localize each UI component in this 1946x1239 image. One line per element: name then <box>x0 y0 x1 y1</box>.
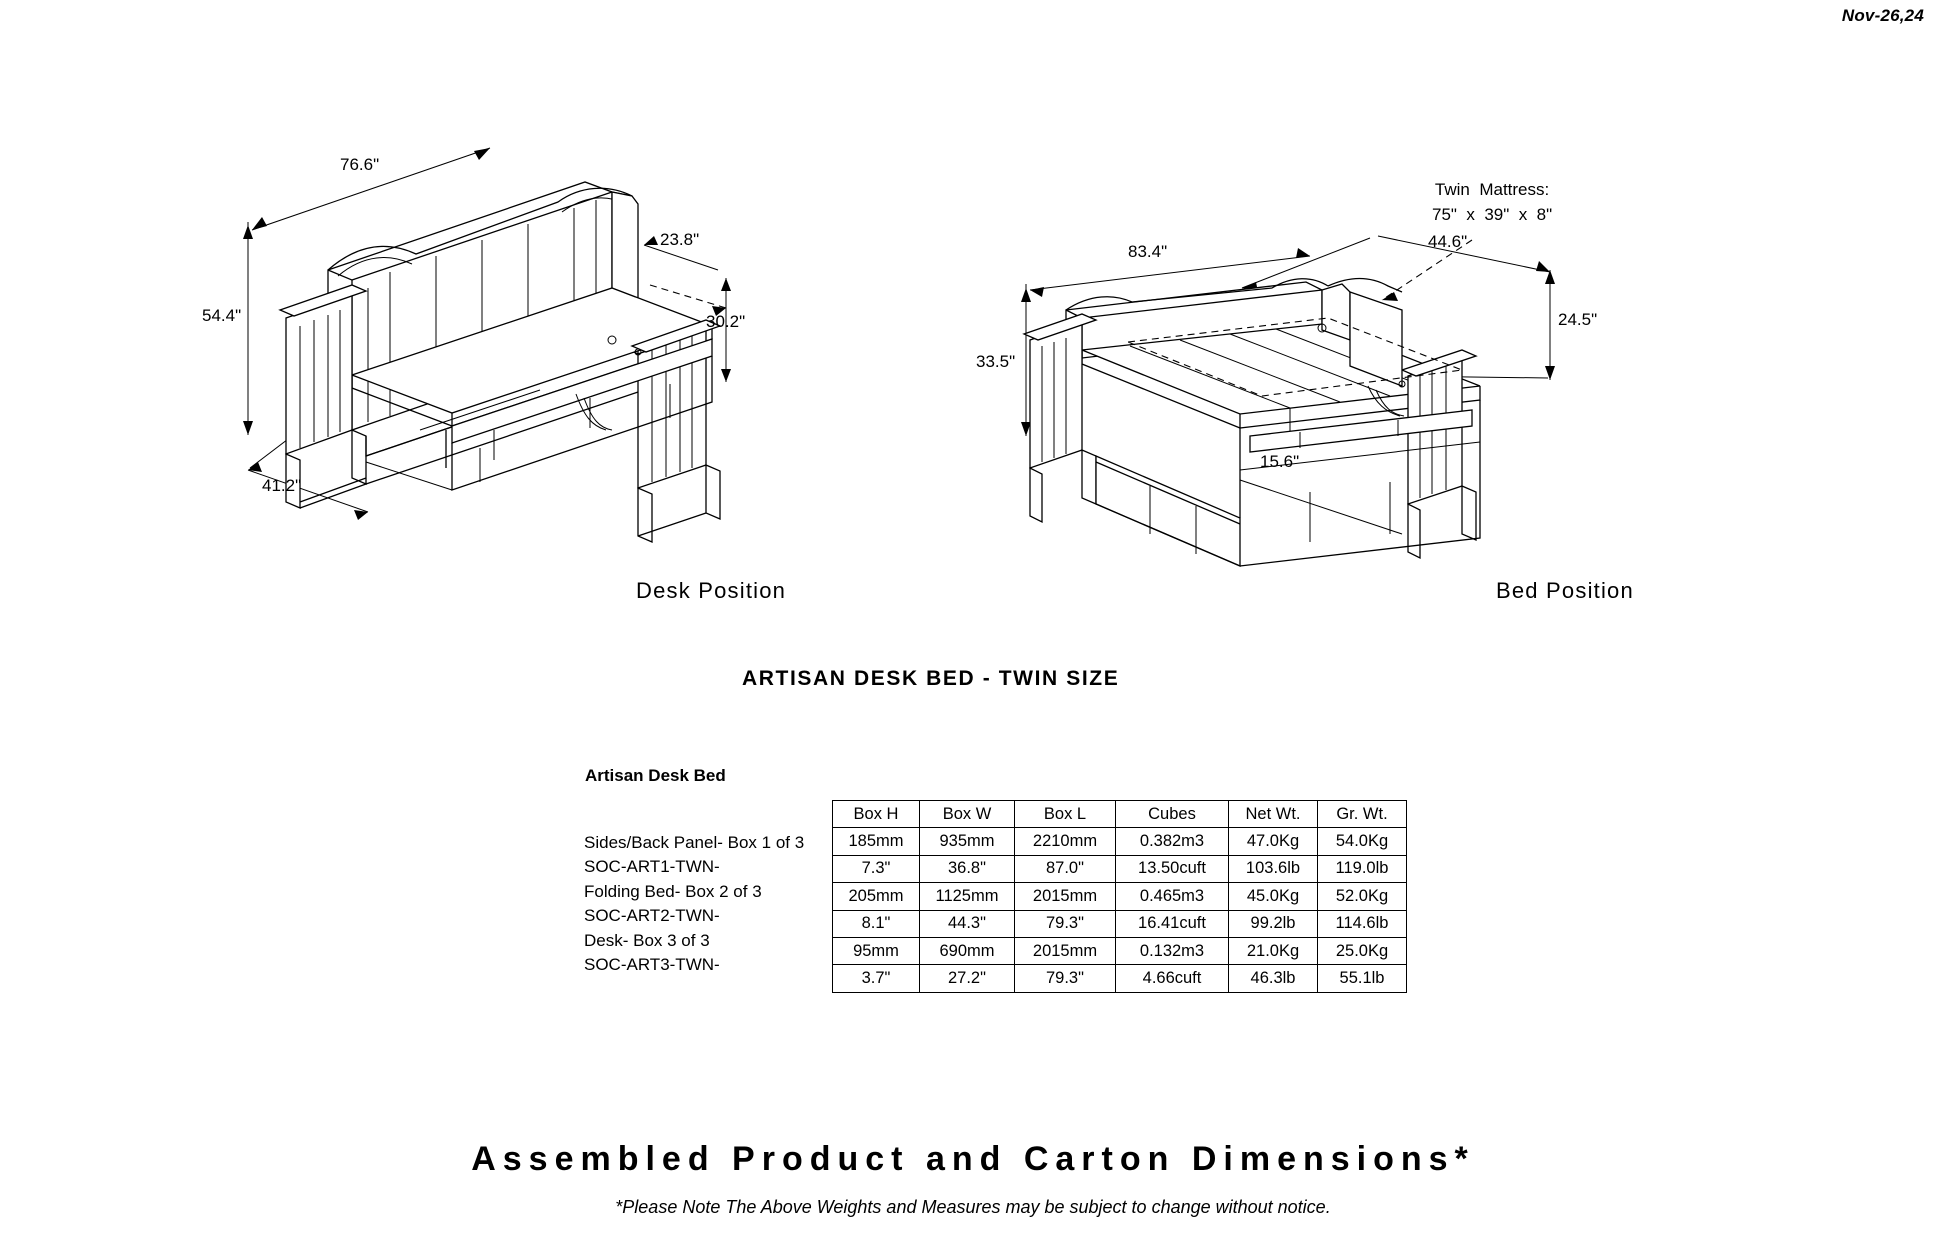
bed-dim-height-right: 24.5" <box>1558 310 1598 329</box>
cell: 2015mm <box>1015 937 1116 964</box>
cell: 103.6lb <box>1229 855 1318 882</box>
cell: 4.66cuft <box>1116 965 1229 992</box>
cell: 79.3" <box>1015 965 1116 992</box>
cell: 45.0Kg <box>1229 883 1318 910</box>
table-header-row <box>833 801 1407 828</box>
table-row <box>833 937 1407 964</box>
desk-dim-depth-bottom: 41.2" <box>262 476 302 495</box>
table-row <box>833 883 1407 910</box>
cell: 44.3" <box>920 910 1015 937</box>
desk-position-svg <box>240 130 960 640</box>
cell: 185mm <box>833 828 920 855</box>
desk-dim-height-left: 54.4" <box>202 306 242 325</box>
row-label: SOC-ART2-TWN- <box>584 906 720 926</box>
cell: 0.132m3 <box>1116 937 1229 964</box>
cell: 27.2" <box>920 965 1015 992</box>
cell: 87.0" <box>1015 855 1116 882</box>
cell: 205mm <box>833 883 920 910</box>
date-stamp: Nov-26,24 <box>1841 6 1924 25</box>
cell: 46.3lb <box>1229 965 1318 992</box>
cell: 0.465m3 <box>1116 883 1229 910</box>
bed-position-svg <box>1010 200 1730 620</box>
column-header: Box W <box>920 801 1015 828</box>
table-row <box>833 828 1407 855</box>
cell: 95mm <box>833 937 920 964</box>
cell: 690mm <box>920 937 1015 964</box>
bed-body <box>1024 279 1480 567</box>
bed-position-drawing <box>976 200 1730 620</box>
mattress-note-line2: 75" x 39" x 8" <box>1432 204 1553 224</box>
cell: 7.3" <box>833 855 920 882</box>
footer-title: Assembled Product and Carton Dimensions* <box>471 1140 1475 1178</box>
row-label: Desk- Box 3 of 3 <box>584 930 710 950</box>
cell: 3.7" <box>833 965 920 992</box>
twin-mattress-note <box>1432 178 1552 227</box>
table-row <box>833 965 1407 992</box>
desk-dim-height-right: 30.2" <box>706 312 746 331</box>
cell: 8.1" <box>833 910 920 937</box>
bed-position-caption: Bed Position <box>1496 578 1634 603</box>
footer-disclaimer: *Please Note The Above Weights and Measures may be subject to change without notice. <box>615 1197 1331 1217</box>
cell: 52.0Kg <box>1318 883 1407 910</box>
row-label: Folding Bed- Box 2 of 3 <box>584 881 762 901</box>
cell: 79.3" <box>1015 910 1116 937</box>
mattress-note-line1: Twin Mattress: <box>1434 180 1550 199</box>
bed-dim-height-left: 33.5" <box>976 352 1016 371</box>
cell: 16.41cuft <box>1116 910 1229 937</box>
desk-dim-width-top: 76.6" <box>340 155 380 174</box>
row-label: SOC-ART3-TWN- <box>584 954 720 974</box>
cell: 54.0Kg <box>1318 828 1407 855</box>
column-header: Gr. Wt. <box>1318 801 1407 828</box>
column-header: Box L <box>1015 801 1116 828</box>
cell: 119.0lb <box>1318 855 1407 882</box>
cell: 2210mm <box>1015 828 1116 855</box>
cell: 0.382m3 <box>1116 828 1229 855</box>
cell: 55.1lb <box>1318 965 1407 992</box>
cell: 935mm <box>920 828 1015 855</box>
cell: 36.8" <box>920 855 1015 882</box>
dim-height-left <box>243 225 253 435</box>
desk-position-caption: Desk Position <box>636 578 787 603</box>
table-heading: Artisan Desk Bed <box>585 766 726 785</box>
row-label: Sides/Back Panel- Box 1 of 3 <box>584 833 805 852</box>
bed-dim-width-right: 44.6" <box>1428 232 1468 251</box>
cell: 1125mm <box>920 883 1015 910</box>
column-header: Net Wt. <box>1229 801 1318 828</box>
cell: 21.0Kg <box>1229 937 1318 964</box>
column-header: Cubes <box>1116 801 1229 828</box>
table-row <box>833 910 1407 937</box>
cell: 13.50cuft <box>1116 855 1229 882</box>
bed-dim-clearance: 15.6" <box>1260 452 1300 471</box>
carton-dimensions-block <box>584 766 1407 993</box>
cell: 2015mm <box>1015 883 1116 910</box>
cell: 25.0Kg <box>1318 937 1407 964</box>
bed-dim-length-top: 83.4" <box>1128 242 1168 261</box>
page-title: ARTISAN DESK BED - TWIN SIZE <box>742 667 1120 690</box>
row-label: SOC-ART1-TWN- <box>584 857 720 877</box>
cell: 99.2lb <box>1229 910 1318 937</box>
table-row <box>833 855 1407 882</box>
cell: 114.6lb <box>1318 910 1407 937</box>
desk-position-drawing <box>202 130 960 640</box>
column-header: Box H <box>833 801 920 828</box>
carton-dimensions-table <box>832 800 1407 993</box>
desk-dim-depth-upper: 23.8" <box>660 230 700 249</box>
cell: 47.0Kg <box>1229 828 1318 855</box>
table-row-labels <box>584 800 832 977</box>
